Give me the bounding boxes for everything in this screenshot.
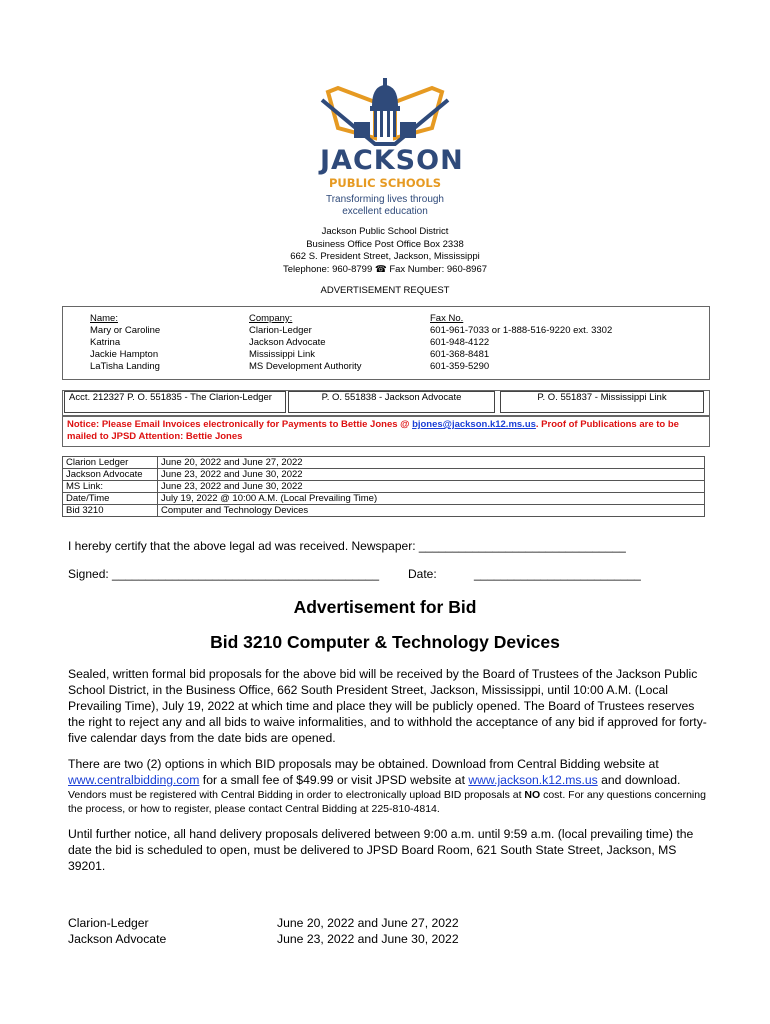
bid-title: Bid 3210 Computer & Technology Devices — [210, 632, 560, 652]
logo-wordmark: JACKSON — [320, 145, 464, 176]
account-jackson-advocate: P. O. 551838 - Jackson Advocate — [288, 391, 495, 413]
table-row: Clarion Ledger June 20, 2022 and June 27, 2022 — [63, 457, 705, 469]
table-row: Date/Time July 19, 2022 @ 10:00 A.M. (Local Prevailing Time) — [63, 493, 705, 505]
contact-company: MS Development Authority — [249, 361, 362, 372]
contact-company: Clarion-Ledger — [249, 325, 312, 336]
signature-line: Signed: ________________________________________ — [68, 567, 379, 581]
table-row: Jackson Advocate June 23, 2022 and June 30, 2022 — [63, 469, 705, 481]
contact-company: Mississippi Link — [249, 349, 315, 360]
contact-fax: 601-368-8481 — [430, 349, 490, 360]
jpsd-website-link[interactable]: www.jackson.k12.ms.us — [468, 773, 598, 787]
publication-dates: June 20, 2022 and June 27, 2022 June 23, 2022 and June 30, 2022 — [277, 916, 459, 946]
contact-name: LaTisha Landing — [90, 361, 160, 372]
contact-names-column: Name: Mary or Caroline Katrina Jackie Hampton LaTisha Landing — [90, 313, 161, 372]
certification-line: I hereby certify that the above legal ad was received. Newspaper: _______________________________ — [68, 539, 626, 553]
bid-options-paragraph: There are two (2) options in which BID proposals may be obtained. Download from Central Bidding website at www.centralbidding.com for a small fee of $49.99 or visit JPSD website at www.jackson.k12.ms.us and download. Vendors must be registered with Central Bidding in order to electronically upload BID proposals at NO cost. For any questions concerning the process, or how to register, please contact Central Bidding at 225-810-4814. — [68, 757, 706, 815]
bid-submission-paragraph: Sealed, written formal bid proposals for the above bid will be received by the Board of Trustees of the Jackson Public School District, in the Business Office, 662 South President Street, Jackson, Mississippi, until 10:00 A.M. (Local Prevailing Time), July 19, 2022 at which time and place they will be publicly opened. The Board of Trustees reserves the right to reject any and all bids to waive informalities, and to withhold the acceptance of any bid if approved for forty-five calendar days from the date bids are opened. — [68, 667, 707, 745]
contact-fax: 601-359-5290 — [430, 361, 490, 372]
contact-fax-column: Fax No. 601-961-7033 or 1-888-516-9220 ext. 3302 601-948-4122 601-368-8481 601-359-5290 — [430, 313, 613, 372]
invoice-notice: Notice: Please Email Invoices electronically for Payments to Bettie Jones @ bjones@jackson.k12.ms.us. Proof of Publications are to be mailed to JPSD Attention: Bettie Jones — [62, 415, 710, 447]
contact-company: Jackson Advocate — [249, 337, 326, 348]
page-title: Advertisement for Bid — [293, 597, 477, 617]
logo-subtitle: PUBLIC SCHOOLS — [328, 176, 442, 190]
publication-papers: Clarion-Ledger Jackson Advocate — [68, 916, 167, 946]
contact-fax: 601-961-7033 or 1-888-516-9220 ext. 3302 — [430, 325, 613, 336]
date-label: Date: — [408, 567, 437, 581]
account-clarion-ledger: Acct. 212327 P. O. 551835 - The Clarion-Ledger — [64, 391, 286, 413]
central-bidding-link[interactable]: www.centralbidding.com — [68, 773, 200, 787]
contact-fax: 601-948-4122 — [430, 337, 490, 348]
capitol-dome-icon — [354, 78, 416, 138]
date-line: _________________________ — [474, 567, 641, 581]
district-address: Jackson Public School District Business Office Post Office Box 2338 662 S. President Street, Jackson, Mississippi Telephone: 960-8799 ☎ Fax Number: 960-8967 — [282, 226, 488, 275]
advertisement-request-title: ADVERTISEMENT REQUEST — [320, 285, 450, 296]
contact-name: Mary or Caroline — [90, 325, 161, 336]
table-row: Bid 3210 Computer and Technology Devices — [63, 505, 705, 517]
logo-tagline: Transforming lives through excellent education — [325, 194, 444, 217]
hand-delivery-paragraph: Until further notice, all hand delivery proposals delivered between 9:00 a.m. until 9:59 a.m. (local prevailing time) the date the bid is scheduled to open, must be delivered to JPSD Board Room, 621 South State Street, Jackson, MS 39201. — [68, 827, 694, 873]
contact-name: Katrina — [90, 337, 121, 348]
billing-email-link[interactable]: bjones@jackson.k12.ms.us — [412, 419, 536, 430]
contact-companies-column: Company: Clarion-Ledger Jackson Advocate Mississippi Link MS Development Authority — [249, 313, 362, 372]
contact-name: Jackie Hampton — [90, 349, 159, 360]
account-mississippi-link: P. O. 551837 - Mississippi Link — [500, 391, 704, 413]
table-row: MS Link: June 23, 2022 and June 30, 2022 — [63, 481, 705, 493]
publication-schedule-table — [62, 456, 705, 517]
